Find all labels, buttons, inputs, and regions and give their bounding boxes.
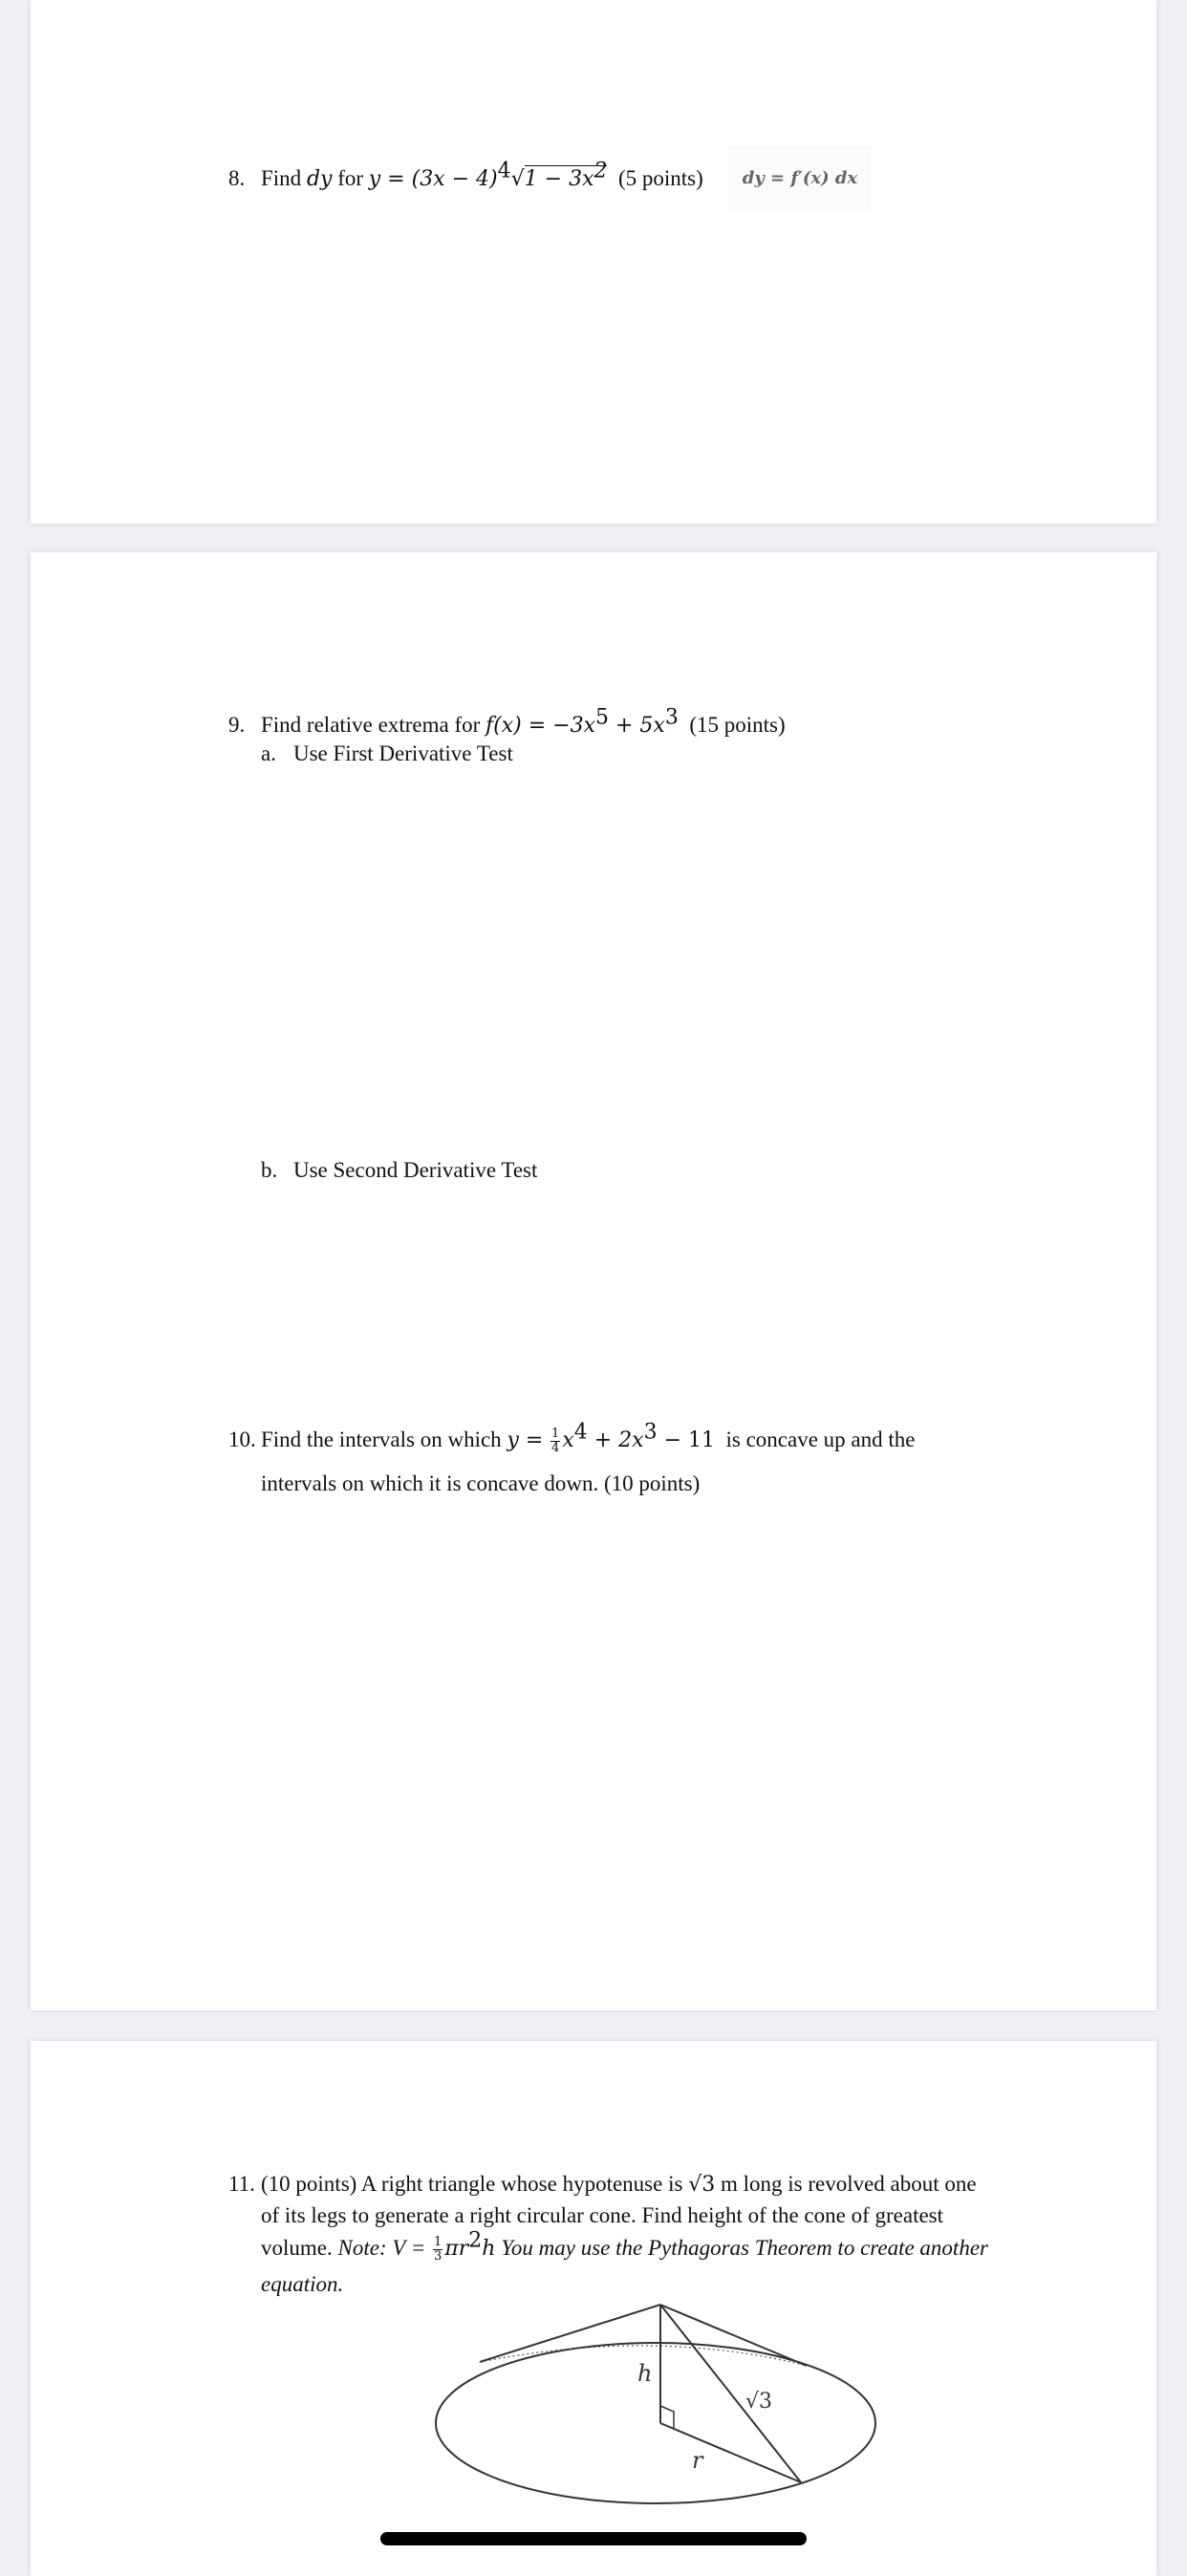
- document-page-1: [31, 0, 1156, 524]
- cone-left-slant: [480, 2305, 660, 2362]
- question-9-points: (15 points): [689, 713, 786, 737]
- home-indicator[interactable]: [380, 2532, 807, 2545]
- question-10-line-2: intervals on which it is concave down. (10 points): [261, 1471, 701, 1495]
- cone-right-slant: [660, 2305, 807, 2366]
- document-page-2: 9. Find relative extrema for $f(x) = -3x^5 + 5x^3$ (15 points) a. Use First Derivative Test b. Use Second Derivative Test 10. Find the intervals on which y = $\frac{1}{4}$ $x^4 + 2x^3 - 11$ is concave up and the intervals on which it is concave down. (10 points): [31, 552, 1156, 2010]
- height-label: h: [637, 2360, 653, 2387]
- radius-label: r: [692, 2447, 703, 2474]
- cone-base-ellipse: [436, 2343, 875, 2503]
- question-8-text: Find dy for $y = (3x - 4)^4√1 - 3x^2$ (5 points): [261, 159, 703, 191]
- question-number: 10.: [228, 1428, 256, 1451]
- cone-radius-line: [660, 2423, 801, 2482]
- question-number: 11.: [228, 2172, 255, 2196]
- question-11-line-3: volume. Note: V = $\frac{1}{3}$ $\pi r^2h$ You may use the Pythagoras Theorem to create another: [261, 2228, 988, 2265]
- question-11-line-4: equation.: [261, 2272, 344, 2296]
- document-page-3: 11. (10 points) A right triangle whose hypotenuse is √3 m long is revolved about one of its legs to generate a right circular cone. Find height of the cone of greatest volume. Note: V = $\frac{1}{3}$ $\pi r^2h$ You may use the Pythagoras Theorem to create another equation. h r √3: [31, 2041, 1156, 2576]
- hypotenuse-label: √3: [745, 2390, 773, 2414]
- formula-hint: dy = f′(x) dx: [728, 145, 872, 212]
- question-11-line-2: of its legs to generate a right circular cone. Find height of the cone of greatest: [261, 2203, 944, 2227]
- question-8-points: (5 points): [617, 166, 703, 190]
- fraction-one-third: $\frac{1}{3}$: [434, 2235, 442, 2265]
- fraction-one-quarter: $\frac{1}{4}$: [551, 1427, 560, 1456]
- cone-diagram: [31, 2041, 1156, 2576]
- question-number: 8.: [228, 166, 246, 190]
- question-number: 9.: [228, 713, 246, 737]
- question-9-text: Find relative extrema for $f(x) = -3x^5 + 5x^3$ (15 points): [261, 705, 786, 738]
- question-10-text: Find the intervals on which y = $\frac{1}{4}$ $x^4 + 2x^3 - 11$ is concave up and the: [261, 1420, 916, 1456]
- cone-hypotenuse-line: [660, 2305, 801, 2482]
